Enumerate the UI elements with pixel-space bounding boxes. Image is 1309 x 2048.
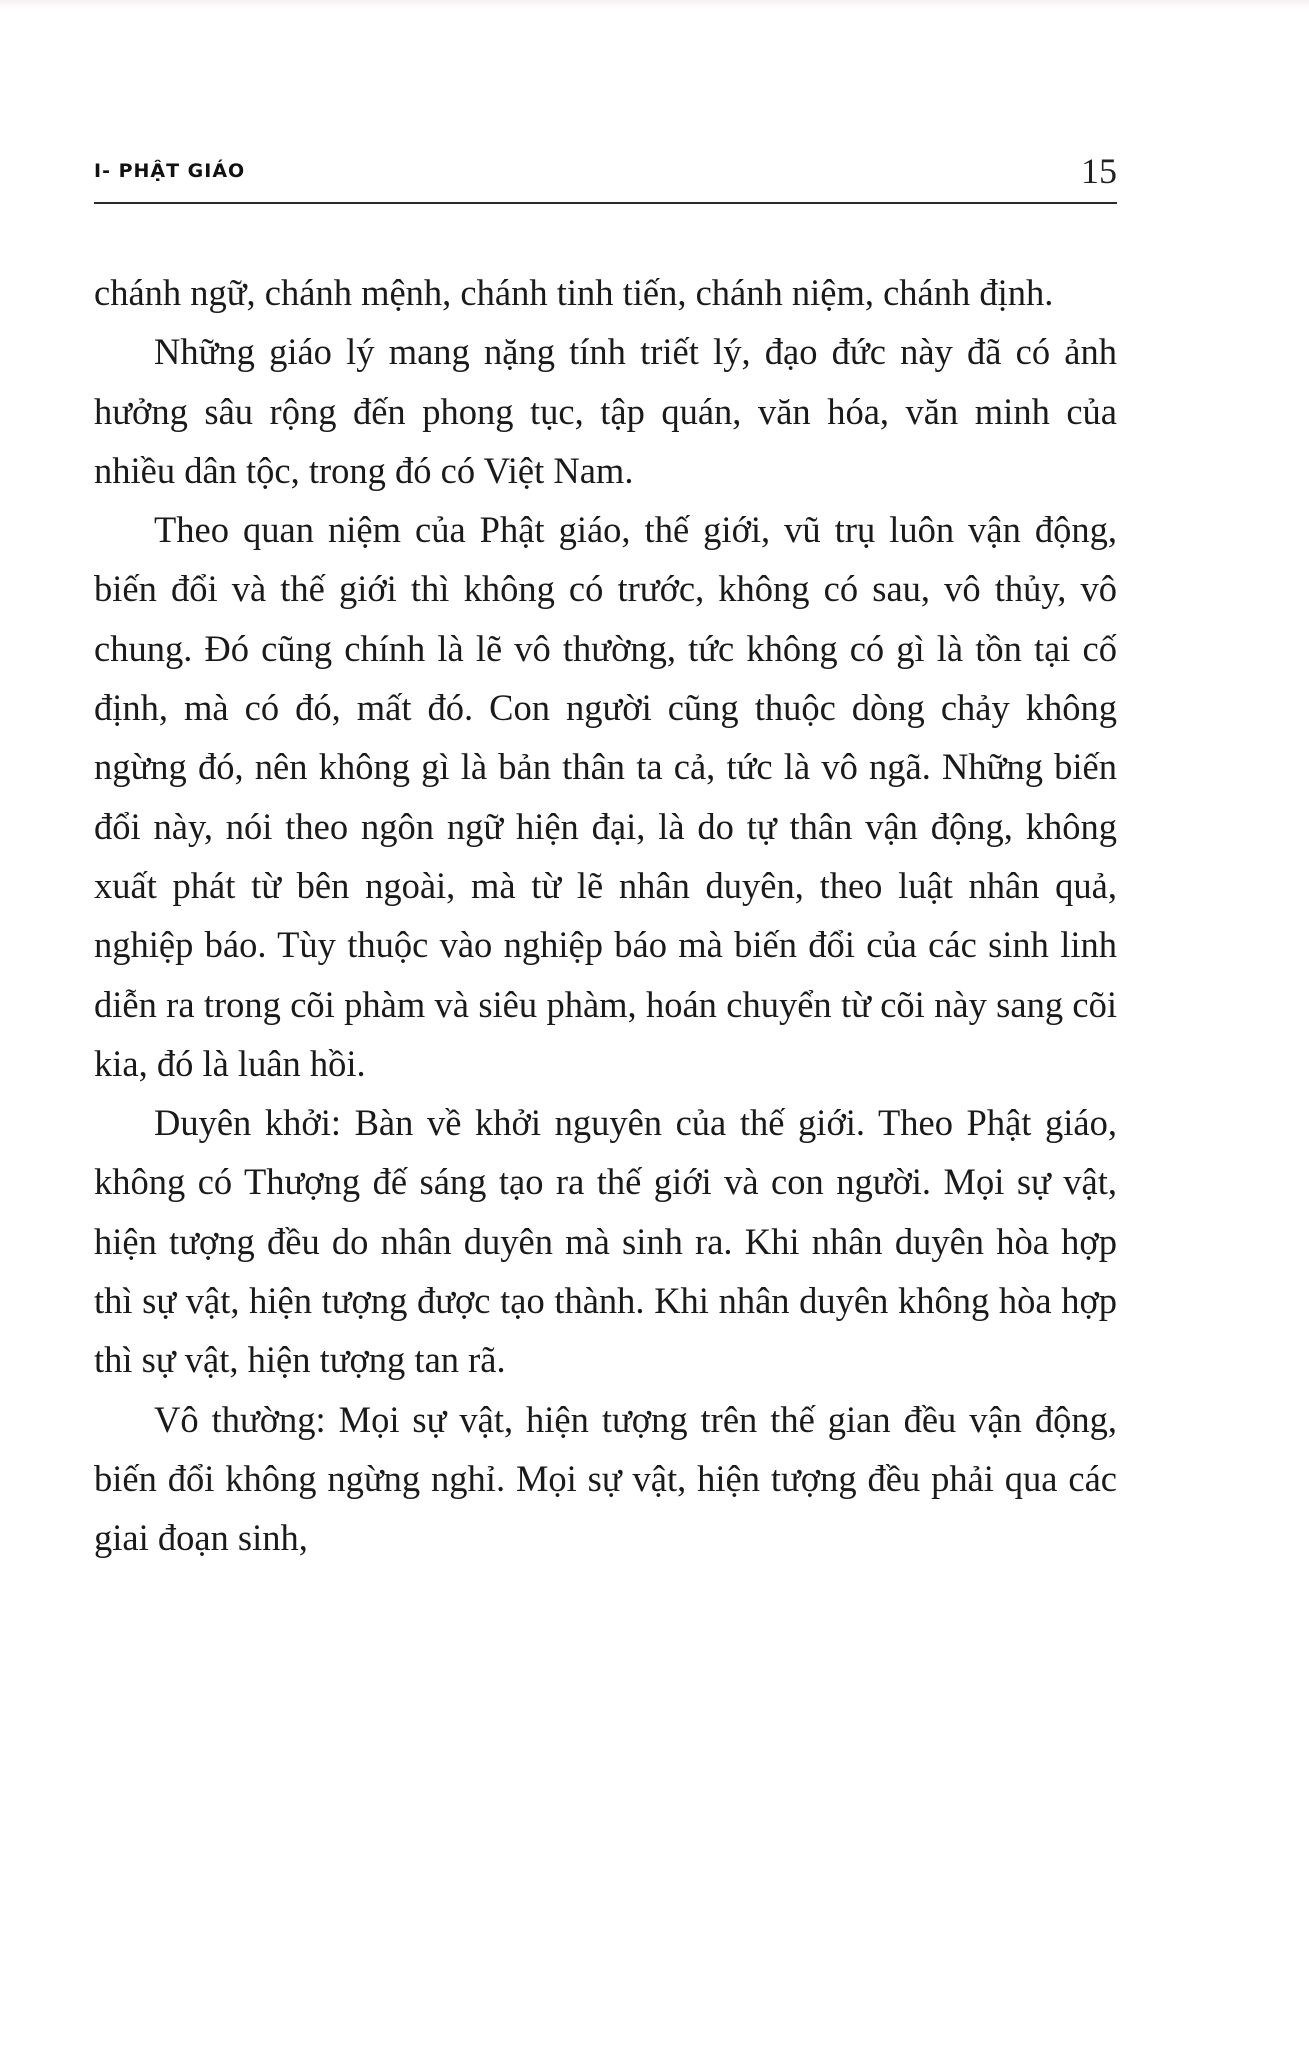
paragraph-impermanence-concept: Theo quan niệm của Phật giáo, thế giới, vũ trụ luôn vận động, biến đổi và thế giới thì không có trước, không có sau, vô thủy, vô chung. Đó cũng chính là lẽ vô thường, tức không có gì là tồn tại cố định, mà có đó, mất đó. Con người cũng thuộc dòng chảy không ngừng đó, nên không gì là bản thân ta cả, tức là vô ngã. Những biến đổi này, nói theo ngôn ngữ hiện đại, là do tự thân vận động, không xuất phát từ bên ngoài, mà từ lẽ nhân duyên, theo luật nhân quả, nghiệp báo. Tùy thuộc vào nghiệp báo mà biến đổi của các sinh linh diễn ra trong cõi phàm và siêu phàm, hoán chuyển từ cõi này sang cõi kia, đó là luân hồi. (94, 509, 1117, 1084)
page-number: 15 (1081, 151, 1117, 191)
page-top-edge (0, 0, 1309, 8)
body-text (94, 263, 1117, 1568)
section-title: I- PHẬT GIÁO (94, 160, 246, 182)
paragraph-dependent-origination: Duyên khởi: Bàn về khởi nguyên của thế giới. Theo Phật giáo, không có Thượng đế sáng tạo ra thế giới và con người. Mọi sự vật, hiện tượng đều do nhân duyên mà sinh ra. Khi nhân duyên hòa hợp thì sự vật, hiện tượng được tạo thành. Khi nhân duyên không hòa hợp thì sự vật, hiện tượng tan rã. (94, 1102, 1117, 1381)
paragraph-impermanence: Vô thường: Mọi sự vật, hiện tượng trên thế gian đều vận động, biến đổi không ngừng nghỉ. Mọi sự vật, hiện tượng đều phải qua các giai đoạn sinh, (94, 1398, 1117, 1559)
paragraph-teachings-influence: Những giáo lý mang nặng tính triết lý, đạo đức này đã có ảnh hưởng sâu rộng đến phong tục, tập quán, văn hóa, văn minh của nhiều dân tộc, trong đó có Việt Nam. (94, 331, 1117, 491)
running-header (94, 150, 1117, 204)
paragraph-continued: chánh ngữ, chánh mệnh, chánh tinh tiến, chánh niệm, chánh định. (94, 272, 1054, 313)
